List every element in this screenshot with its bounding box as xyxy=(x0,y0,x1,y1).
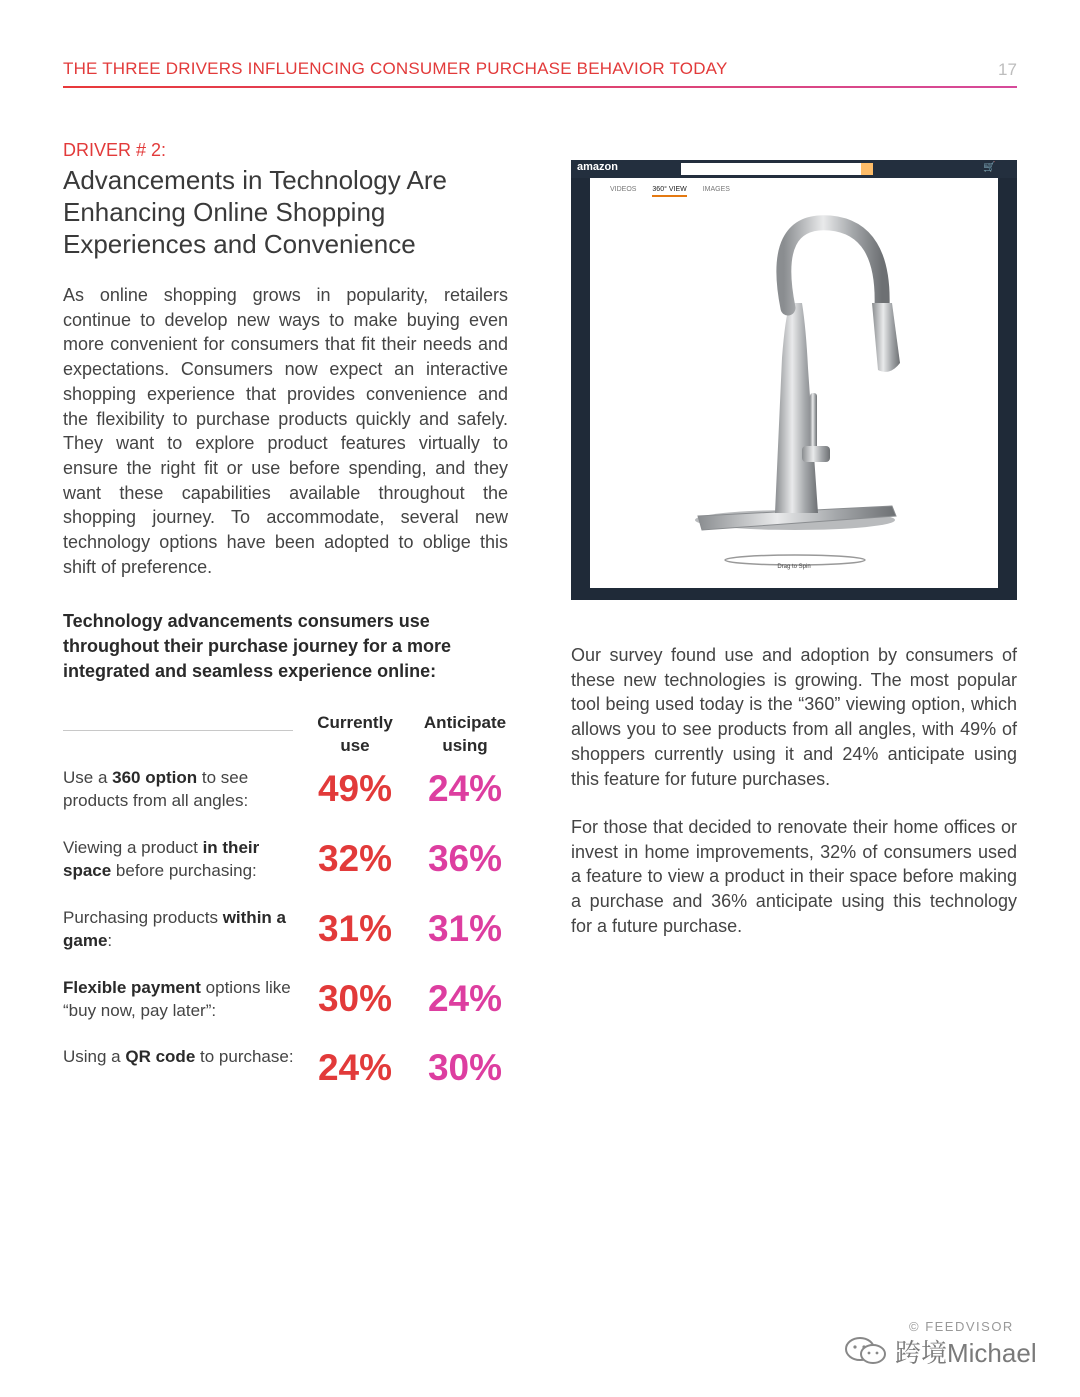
column-header-anticipate-using: Anticipate using xyxy=(423,713,507,755)
tab-videos: VIDEOS xyxy=(610,186,637,193)
360-viewer xyxy=(590,178,998,588)
watermark: 跨境Michael xyxy=(895,1338,1037,1368)
row-label-text: before purchasing: xyxy=(111,861,257,880)
driver-label: DRIVER # 2: xyxy=(63,140,167,160)
row-label xyxy=(63,976,298,1022)
copyright: © FEEDVISOR xyxy=(909,1319,1014,1334)
row-label xyxy=(63,836,298,882)
cart-icon: 🛒 xyxy=(983,162,996,173)
survey-paragraph: Our survey found use and adoption by consumers of these new technologies is growing. The most popular tool being used today is the “360” viewing option, which allows you to see products from all angles, with 49% of shoppers currently using it and 24% anticipate using this feature for future purchases. xyxy=(571,645,1017,789)
row-label-text: : xyxy=(107,931,113,950)
page-number: 17 xyxy=(998,60,1017,79)
amazon-header-bar xyxy=(571,160,1017,178)
row-label-text: Use a xyxy=(63,768,113,787)
amazon-logo: amazon xyxy=(577,161,618,173)
row-label-emphasis: within a game xyxy=(63,908,286,950)
anticipate-using-value: 24% xyxy=(427,978,503,1019)
currently-use-value: 32% xyxy=(317,838,393,879)
column-header-currently-use: Currently use xyxy=(317,713,393,755)
row-label-text: to purchase: xyxy=(195,1047,294,1066)
table-row xyxy=(63,1045,523,1105)
home-improvement-paragraph: For those that decided to renovate their home offices or invest in home improvements, 32% of consumers used a feature to view a product in their space before making a purchase and 36% anticipate using this technology for a future purchase. xyxy=(571,817,1017,936)
anticipate-using-value: 24% xyxy=(427,768,503,809)
anticipate-using-value: 31% xyxy=(427,908,503,949)
currently-use-value: 49% xyxy=(317,768,393,809)
table-row xyxy=(63,976,523,1036)
table-heading: Technology advancements consumers use throughout their purchase journey for a more integrated and seamless experience online: xyxy=(63,611,452,681)
tab-images: IMAGES xyxy=(702,186,730,193)
section-title: Advancements in Technology Are Enhancing Online Shopping Experiences and Convenience xyxy=(63,165,447,259)
row-label-text: Purchasing products xyxy=(63,908,223,927)
table-row xyxy=(63,836,523,896)
page-header-title: THE THREE DRIVERS INFLUENCING CONSUMER PURCHASE BEHAVIOR TODAY xyxy=(63,59,728,78)
table-divider xyxy=(63,730,293,731)
search-icon xyxy=(861,163,873,175)
tab-360-view: 360° VIEW xyxy=(652,186,686,197)
viewer-tabs xyxy=(610,186,744,193)
wechat-icon xyxy=(843,1336,889,1366)
row-label-text: Using a xyxy=(63,1047,126,1066)
currently-use-value: 30% xyxy=(317,978,393,1019)
drag-to-spin-label: Drag to Spin xyxy=(777,564,811,570)
faucet-image xyxy=(650,198,940,568)
row-label-emphasis: 360 option xyxy=(112,768,198,787)
table-row xyxy=(63,766,523,826)
amazon-search-box xyxy=(681,163,861,175)
currently-use-value: 31% xyxy=(317,908,393,949)
row-label-emphasis: Flexible payment xyxy=(63,978,201,997)
row-label xyxy=(63,1045,298,1068)
row-label-emphasis: in their space xyxy=(63,838,260,880)
row-label-text: Viewing a product xyxy=(63,838,203,857)
anticipate-using-value: 36% xyxy=(427,838,503,879)
product-screenshot xyxy=(571,160,1017,600)
row-label-emphasis: QR code xyxy=(125,1047,196,1066)
header-divider xyxy=(63,86,1017,88)
row-label xyxy=(63,906,298,952)
row-label xyxy=(63,766,298,812)
intro-paragraph: As online shopping grows in popularity, retailers continue to develop new ways to make buying even more convenient for consumers that fit their needs and expectations. Consumers now expect an interactive shopping experience that provides convenience and the flexibility to purchase products quickly and safely. They want to explore product features virtually to ensure the right fit or use before spending, and they want these capabilities available throughout the shopping journey. To accommodate, several new technology options have been adopted to oblige this shift of preference. xyxy=(63,285,508,577)
currently-use-value: 24% xyxy=(317,1047,393,1088)
row-label-text: to see products from all angles: xyxy=(63,768,249,810)
row-label-text: options like “buy now, pay later”: xyxy=(63,978,291,1020)
anticipate-using-value: 30% xyxy=(427,1047,503,1088)
table-row xyxy=(63,906,523,966)
